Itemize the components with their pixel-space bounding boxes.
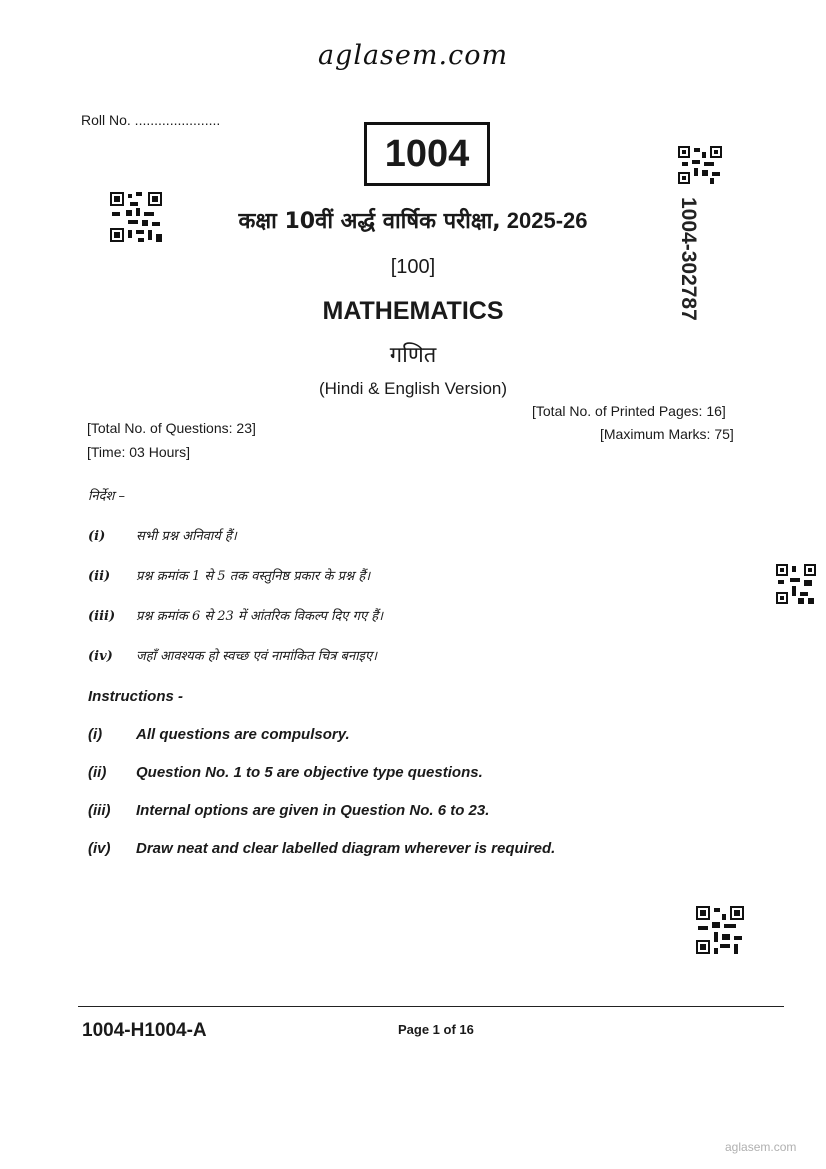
item-number: (iii) bbox=[88, 802, 111, 819]
total-questions: [Total No. of Questions: 23] bbox=[87, 420, 256, 436]
hindi-instruction-item bbox=[88, 646, 377, 664]
item-number: (iv) bbox=[88, 649, 113, 664]
qr-code-icon bbox=[776, 564, 816, 604]
item-text: प्रश्न क्रमांक 6 से 23 में आंतरिक विकल्प दिए गए हैं। bbox=[136, 609, 384, 624]
footer-paper-code: 1004-H1004-A bbox=[82, 1020, 207, 1041]
hindi-instruction-item bbox=[88, 526, 237, 544]
english-instructions-heading: Instructions - bbox=[88, 688, 184, 705]
hindi-instructions-heading: निर्देश – bbox=[88, 489, 125, 504]
item-text: Internal options are given in Question No. 6 to 23. bbox=[136, 802, 490, 819]
exam-year: 2025-26 bbox=[506, 208, 588, 233]
item-text: Question No. 1 to 5 are objective type questions. bbox=[136, 764, 483, 781]
item-text: Draw neat and clear labelled diagram wherever is required. bbox=[136, 840, 556, 857]
qr-code-icon bbox=[696, 906, 744, 954]
item-text: प्रश्न क्रमांक 1 से 5 तक वस्तुनिष्ठ प्रकार के प्रश्न हैं। bbox=[136, 569, 371, 584]
item-number: (i) bbox=[88, 529, 106, 544]
page-number: Page 1 of 16 bbox=[398, 1022, 474, 1037]
version-note: (Hindi & English Version) bbox=[318, 379, 508, 398]
item-text: जहाँ आवश्यक हो स्वच्छ एवं नामांकित चित्र बनाइए। bbox=[136, 649, 378, 664]
watermark: aglasem.com bbox=[317, 40, 509, 71]
item-text: सभी प्रश्न अनिवार्य हैं। bbox=[136, 529, 237, 544]
item-number: (i) bbox=[88, 726, 103, 743]
item-number: (iv) bbox=[88, 840, 111, 857]
footer-watermark: aglasem.com bbox=[725, 1140, 797, 1154]
subject-code: [100] bbox=[390, 256, 436, 278]
paper-code: 1004 bbox=[364, 122, 490, 186]
english-instruction-item bbox=[88, 726, 350, 743]
exam-title-hindi: कक्षा 10वीं अर्द्ध वार्षिक परीक्षा, bbox=[238, 209, 501, 234]
footer-divider bbox=[78, 1006, 784, 1007]
hindi-instruction-item bbox=[88, 566, 370, 584]
subject-title: MATHEMATICS bbox=[322, 297, 504, 325]
subject-title-hindi: गणित bbox=[389, 343, 437, 368]
qr-code-icon bbox=[678, 146, 722, 184]
side-code-text: 1004-302787 bbox=[677, 197, 700, 321]
exam-time: [Time: 03 Hours] bbox=[87, 444, 190, 460]
item-text: All questions are compulsory. bbox=[136, 726, 350, 743]
exam-title bbox=[0, 205, 826, 235]
english-instruction-item bbox=[88, 802, 489, 819]
roll-number: Roll No. ...................... bbox=[81, 112, 221, 128]
english-instruction-item bbox=[88, 840, 555, 857]
printed-pages: [Total No. of Printed Pages: 16] bbox=[532, 403, 726, 419]
item-number: (iii) bbox=[88, 609, 116, 624]
item-number: (ii) bbox=[88, 569, 111, 584]
english-instruction-item bbox=[88, 764, 483, 781]
item-number: (ii) bbox=[88, 764, 107, 781]
maximum-marks: [Maximum Marks: 75] bbox=[600, 426, 734, 442]
hindi-instruction-item bbox=[88, 606, 383, 624]
